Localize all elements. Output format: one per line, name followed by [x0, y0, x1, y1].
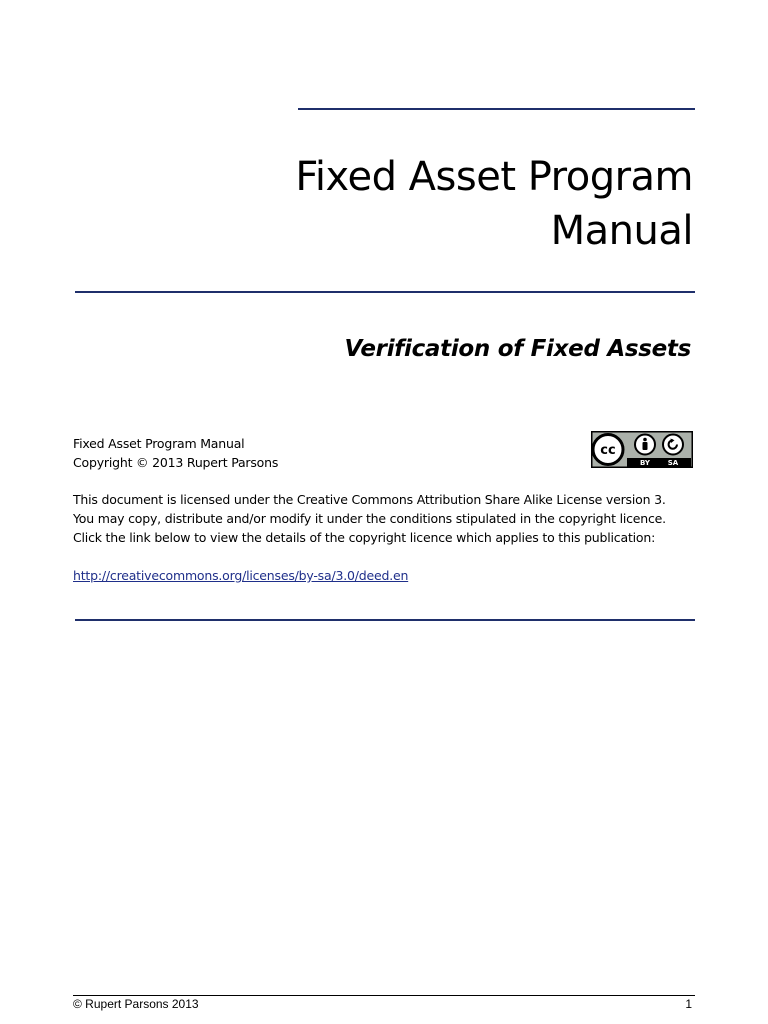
cc-logo-icon: [593, 435, 623, 465]
license-line-3: Click the link below to view the details of the copyright licence which applies to this publication:: [73, 530, 656, 545]
title-line-2: Manual: [550, 208, 693, 254]
license-paragraph: [73, 490, 713, 547]
document-meta: [73, 434, 473, 472]
cc-by-sa-badge[interactable]: [591, 431, 693, 468]
license-link[interactable]: http://creativecommons.org/licenses/by-sa/3.0/deed.en: [73, 568, 409, 583]
document-title: [93, 150, 693, 258]
document-subtitle: Verification of Fixed Assets: [344, 336, 691, 362]
footer-page-number: 1: [685, 997, 692, 1011]
attribution-person-icon: [635, 435, 655, 455]
bottom-divider-rule: [75, 619, 695, 621]
license-line-2: You may copy, distribute and/or modify it under the conditions stipulated in the copyright licence.: [73, 511, 666, 526]
top-divider-rule: [298, 108, 695, 110]
meta-title-line: Fixed Asset Program Manual: [73, 436, 245, 451]
license-line-1: This document is licensed under the Creative Commons Attribution Share Alike License version 3.: [73, 492, 666, 507]
middle-divider-rule: [75, 291, 695, 293]
badge-sa-label: SA: [667, 458, 679, 467]
share-alike-icon: [663, 435, 683, 455]
badge-label-strip: [627, 458, 691, 467]
title-line-1: Fixed Asset Program: [295, 154, 693, 200]
footer-copyright: © Rupert Parsons 2013: [73, 997, 199, 1011]
cc-logo-text: cc: [600, 443, 616, 458]
badge-by-label: BY: [639, 458, 651, 467]
meta-copyright-line: Copyright © 2013 Rupert Parsons: [73, 455, 279, 470]
license-link-container: [73, 566, 573, 585]
